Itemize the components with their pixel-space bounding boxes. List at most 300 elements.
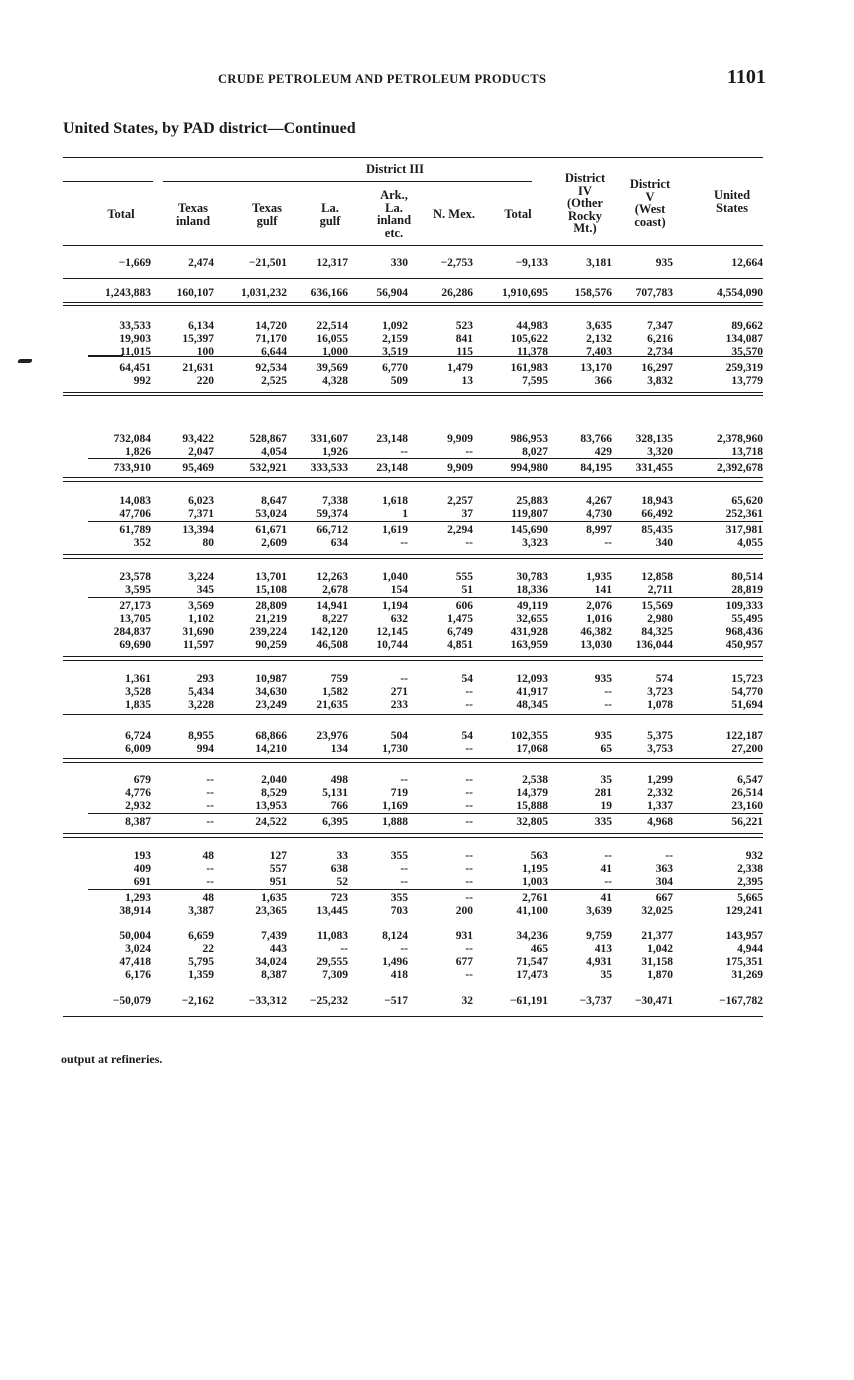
table-cell: 50,004 — [119, 930, 151, 942]
table-cell: 15,569 — [641, 600, 673, 612]
table-cell: 3,753 — [647, 743, 673, 755]
table-cell: 5,665 — [737, 892, 763, 904]
table-cell: 8,647 — [261, 495, 287, 507]
table-cell: 49,119 — [517, 600, 548, 612]
table-cell: 284,837 — [113, 626, 151, 638]
column-header-line: Texas — [251, 201, 283, 215]
table-cell: 6,176 — [125, 969, 151, 981]
table-cell: 2,538 — [522, 774, 548, 786]
table-cell: 5,131 — [322, 787, 348, 799]
table-cell: 841 — [455, 333, 473, 345]
table-cell: −2,162 — [181, 995, 214, 1007]
table-cell: 2,392,678 — [717, 462, 763, 474]
table-cell: 2,711 — [647, 584, 673, 596]
table-cell: 71,547 — [516, 956, 548, 968]
table-cell: 7,439 — [261, 930, 287, 942]
table-cell: 431,928 — [510, 626, 548, 638]
table-cell: 4,328 — [322, 375, 348, 387]
table-cell: 3,387 — [188, 905, 214, 917]
table-cell: 532,921 — [249, 462, 287, 474]
column-header-line: Rocky — [567, 208, 603, 223]
table-cell: 145,690 — [510, 524, 548, 536]
table-cell: 13,170 — [580, 362, 612, 374]
table-cell: 3,595 — [125, 584, 151, 596]
table-cell: 28,819 — [731, 584, 763, 596]
margin-rule — [88, 355, 123, 356]
table-cell: 34,024 — [255, 956, 287, 968]
table-cell: 64,451 — [119, 362, 151, 374]
table-cell: 26,286 — [441, 287, 473, 299]
table-cell: 21,631 — [182, 362, 214, 374]
table-cell: 352 — [133, 537, 151, 549]
table-cell: -- — [400, 863, 408, 875]
table-cell: 41,100 — [516, 905, 548, 917]
table-cell: 22,514 — [316, 320, 348, 332]
table-cell: 2,734 — [647, 346, 673, 358]
subtotal-rule — [88, 813, 763, 814]
table-cell: 85,435 — [641, 524, 673, 536]
table-cell: 2,609 — [261, 537, 287, 549]
table-cell: 23,976 — [316, 730, 348, 742]
table-cell: 4,055 — [737, 537, 763, 549]
table-cell: 304 — [655, 876, 673, 888]
table-cell: 26,514 — [731, 787, 763, 799]
table-cell: -- — [400, 537, 408, 549]
table-cell: 160,107 — [176, 287, 214, 299]
table-cell: 3,224 — [188, 571, 214, 583]
column-header-line: etc. — [384, 225, 404, 240]
table-cell: 6,023 — [188, 495, 214, 507]
table-cell: 10,987 — [255, 673, 287, 685]
table-cell: 66,712 — [316, 524, 348, 536]
table-cell: 281 — [594, 787, 612, 799]
table-cell: 8,387 — [125, 816, 151, 828]
table-cell: 1,337 — [647, 800, 673, 812]
table-cell: 994 — [196, 743, 214, 755]
table-cell: -- — [465, 774, 473, 786]
table-cell: 16,055 — [316, 333, 348, 345]
table-cell: 634 — [330, 537, 348, 549]
table-cell: 28,809 — [255, 600, 287, 612]
table-cell: 636,166 — [310, 287, 348, 299]
table-cell: 328,135 — [635, 433, 673, 445]
table-cell: 3,832 — [647, 375, 673, 387]
table-cell: 935 — [594, 730, 612, 742]
table-cell: 2,076 — [586, 600, 612, 612]
table-cell: 2,980 — [647, 613, 673, 625]
table-cell: -- — [465, 686, 473, 698]
table-cell: 141 — [594, 584, 612, 596]
table-cell: 33 — [336, 850, 348, 862]
table-cell: 2,132 — [586, 333, 612, 345]
table-cell: 1,000 — [322, 346, 348, 358]
table-cell: 37 — [461, 508, 473, 520]
table-cell: -- — [340, 943, 348, 955]
table-cell: 71,170 — [255, 333, 287, 345]
table-cell: 35 — [600, 774, 612, 786]
table-cell: -- — [465, 863, 473, 875]
table-cell: 1,635 — [261, 892, 287, 904]
table-cell: 509 — [390, 375, 408, 387]
table-cell: 677 — [455, 956, 473, 968]
table-cell: 3,639 — [586, 905, 612, 917]
table-cell: 6,216 — [647, 333, 673, 345]
table-cell: 13,718 — [731, 446, 763, 458]
table-cell: -- — [465, 537, 473, 549]
column-header-line: inland — [175, 213, 211, 228]
table-cell: 363 — [655, 863, 673, 875]
header-rule — [63, 181, 153, 182]
table-cell: 129,241 — [725, 905, 763, 917]
table-cell: 355 — [390, 850, 408, 862]
section-rule — [63, 660, 763, 661]
table-cell: 7,371 — [188, 508, 214, 520]
table-cell: 3,569 — [188, 600, 214, 612]
table-cell: 931 — [455, 930, 473, 942]
table-cell: 465 — [530, 943, 548, 955]
table-cell: 31,269 — [731, 969, 763, 981]
table-cell: 968,436 — [725, 626, 763, 638]
table-cell: 1,031,232 — [241, 287, 287, 299]
table-cell: 41 — [600, 892, 612, 904]
table-cell: -- — [604, 850, 612, 862]
table-cell: 115 — [456, 346, 473, 358]
table-cell: −9,133 — [515, 257, 548, 269]
section-rule — [63, 302, 763, 303]
table-cell: 102,355 — [510, 730, 548, 742]
table-cell: 19,903 — [119, 333, 151, 345]
table-cell: 13,701 — [255, 571, 287, 583]
table-cell: 994,980 — [510, 462, 548, 474]
table-cell: 32,025 — [641, 905, 673, 917]
table-cell: 136,044 — [635, 639, 673, 651]
table-cell: 1,243,883 — [105, 287, 151, 299]
table-cell: 13,953 — [255, 800, 287, 812]
column-header-line: District — [564, 171, 606, 185]
subtotal-rule — [88, 597, 763, 598]
table-cell: 47,418 — [119, 956, 151, 968]
table-cell: -- — [604, 876, 612, 888]
column-header-line: V — [645, 189, 655, 204]
table-cell: 30,783 — [516, 571, 548, 583]
table-cell: 1,299 — [647, 774, 673, 786]
section-rule — [63, 477, 763, 478]
table-cell: 1,926 — [322, 446, 348, 458]
table-cell: 12,664 — [731, 257, 763, 269]
table-cell: 574 — [655, 673, 673, 685]
table-cell: 409 — [133, 863, 151, 875]
table-cell: 2,761 — [522, 892, 548, 904]
table-cell: 161,983 — [510, 362, 548, 374]
table-cell: 89,662 — [731, 320, 763, 332]
table-cell: 11,015 — [120, 346, 151, 358]
table-cell: 3,024 — [125, 943, 151, 955]
table-cell: 11,083 — [317, 930, 348, 942]
section-rule — [63, 392, 763, 393]
table-cell: 109,333 — [725, 600, 763, 612]
table-cell: 17,473 — [516, 969, 548, 981]
table-cell: 2,525 — [261, 375, 287, 387]
table-cell: 56,221 — [731, 816, 763, 828]
table-cell: 935 — [655, 257, 673, 269]
table-cell: 1,618 — [382, 495, 408, 507]
table-cell: 271 — [390, 686, 408, 698]
table-cell: 22 — [202, 943, 214, 955]
section-rule — [63, 305, 763, 306]
table-cell: 3,528 — [125, 686, 151, 698]
table-cell: −25,232 — [309, 995, 348, 1007]
table-cell: 3,228 — [188, 699, 214, 711]
table-cell: 142,120 — [310, 626, 348, 638]
table-cell: -- — [400, 943, 408, 955]
table-cell: -- — [206, 816, 214, 828]
table-cell: 345 — [196, 584, 214, 596]
table-cell: 13 — [461, 375, 473, 387]
table-cell: 1,359 — [188, 969, 214, 981]
table-cell: 1,619 — [382, 524, 408, 536]
header-bottom-rule — [63, 245, 763, 246]
table-cell: 557 — [269, 863, 287, 875]
column-header-line: Mt.) — [573, 221, 597, 235]
column-header-line: Total — [504, 207, 532, 221]
table-cell: 1,195 — [522, 863, 548, 875]
table-cell: 1,826 — [125, 446, 151, 458]
table-cell: 3,181 — [586, 257, 612, 269]
table-cell: 61,671 — [255, 524, 287, 536]
table-cell: 707,783 — [635, 287, 673, 299]
table-cell: 6,659 — [188, 930, 214, 942]
table-cell: 38,914 — [119, 905, 151, 917]
table-cell: 32,805 — [516, 816, 548, 828]
table-cell: 2,047 — [188, 446, 214, 458]
table-cell: 679 — [133, 774, 151, 786]
table-cell: -- — [400, 876, 408, 888]
table-cell: 259,319 — [725, 362, 763, 374]
table-cell: 12,145 — [376, 626, 408, 638]
table-cell: 175,351 — [725, 956, 763, 968]
table-cell: 3,723 — [647, 686, 673, 698]
table-cell: 3,635 — [586, 320, 612, 332]
table-cell: 158,576 — [574, 287, 612, 299]
table-cell: 13,030 — [580, 639, 612, 651]
table-cell: -- — [465, 446, 473, 458]
table-cell: 48 — [202, 850, 214, 862]
table-cell: 932 — [745, 850, 763, 862]
table-cell: 331,607 — [310, 433, 348, 445]
table-cell: −517 — [384, 995, 408, 1007]
table-cell: 31,158 — [641, 956, 673, 968]
table-cell: -- — [604, 686, 612, 698]
table-cell: 95,469 — [182, 462, 214, 474]
table-cell: -- — [465, 850, 473, 862]
table-cell: 18,943 — [641, 495, 673, 507]
table-cell: 1,194 — [382, 600, 408, 612]
table-cell: 7,309 — [322, 969, 348, 981]
table-cell: 7,403 — [586, 346, 612, 358]
table-cell: 239,224 — [249, 626, 287, 638]
column-header-line: District — [629, 177, 671, 191]
table-cell: 6,395 — [322, 816, 348, 828]
table-cell: 31,690 — [182, 626, 214, 638]
table-cell: 35,570 — [731, 346, 763, 358]
column-header-line: La. — [385, 200, 403, 215]
column-header-line: inland — [376, 213, 412, 227]
table-cell: −167,782 — [719, 995, 763, 1007]
column-header-line: coast) — [634, 214, 666, 229]
table-cell: 1,730 — [382, 743, 408, 755]
table-cell: 9,759 — [586, 930, 612, 942]
table-cell: -- — [400, 774, 408, 786]
column-header-line: (West — [634, 202, 666, 216]
table-cell: 719 — [390, 787, 408, 799]
table-cell: 33,533 — [119, 320, 151, 332]
table-cell: 122,187 — [725, 730, 763, 742]
table-cell: 4,851 — [447, 639, 473, 651]
table-cell: 69,690 — [119, 639, 151, 651]
table-cell: 2,294 — [447, 524, 473, 536]
table-cell: 55,495 — [731, 613, 763, 625]
table-cell: 14,210 — [255, 743, 287, 755]
table-cell: 44,983 — [516, 320, 548, 332]
table-cell: -- — [465, 892, 473, 904]
table-cell: −50,079 — [112, 995, 151, 1007]
table-cell: 2,474 — [188, 257, 214, 269]
table-cell: 46,508 — [316, 639, 348, 651]
table-cell: 13,394 — [182, 524, 214, 536]
table-cell: 9,909 — [447, 462, 473, 474]
table-cell: -- — [206, 863, 214, 875]
table-cell: 134 — [330, 743, 348, 755]
table-cell: 563 — [530, 850, 548, 862]
table-cell: 429 — [594, 446, 612, 458]
table-cell: 53,024 — [255, 508, 287, 520]
table-cell: 4,944 — [737, 943, 763, 955]
section-rule — [63, 762, 763, 763]
column-header-line: gulf — [319, 213, 341, 228]
table-cell: 14,083 — [119, 495, 151, 507]
table-cell: 154 — [390, 584, 408, 596]
table-cell: 13,445 — [316, 905, 348, 917]
page-title: United States, by PAD district—Continued — [63, 120, 356, 137]
table-cell: 4,968 — [647, 816, 673, 828]
table-cell: 13,705 — [119, 613, 151, 625]
subtotal-rule — [88, 889, 763, 890]
table-cell: 3,519 — [382, 346, 408, 358]
table-cell: 1,040 — [382, 571, 408, 583]
table-cell: -- — [206, 800, 214, 812]
table-cell: 3,320 — [647, 446, 673, 458]
table-cell: 14,379 — [516, 787, 548, 799]
table-cell: 32,655 — [516, 613, 548, 625]
table-cell: 1,003 — [522, 876, 548, 888]
table-cell: -- — [206, 774, 214, 786]
table-cell: 443 — [269, 943, 287, 955]
table-cell: 68,866 — [255, 730, 287, 742]
table-cell: -- — [206, 787, 214, 799]
table-cell: 15,723 — [731, 673, 763, 685]
column-header-line: United — [713, 188, 751, 202]
table-cell: 29,555 — [316, 956, 348, 968]
table-cell: −21,501 — [248, 257, 287, 269]
table-cell: −61,191 — [509, 995, 548, 1007]
table-cell: 84,325 — [641, 626, 673, 638]
table-cell: 331,455 — [635, 462, 673, 474]
table-cell: 4,054 — [261, 446, 287, 458]
table-cell: 691 — [133, 876, 151, 888]
column-header — [692, 189, 772, 214]
table-cell: 703 — [390, 905, 408, 917]
running-title: CRUDE PETROLEUM AND PETROLEUM PRODUCTS — [218, 72, 547, 86]
table-cell: 56,904 — [376, 287, 408, 299]
table-cell: 1,169 — [382, 800, 408, 812]
table-cell: 47,706 — [119, 508, 151, 520]
table-cell: 41,917 — [516, 686, 548, 698]
table-cell: 4,554,090 — [717, 287, 763, 299]
table-cell: 1,475 — [447, 613, 473, 625]
table-cell: 1,888 — [382, 816, 408, 828]
table-cell: 15,888 — [516, 800, 548, 812]
table-cell: -- — [465, 969, 473, 981]
table-cell: 6,134 — [188, 320, 214, 332]
table-cell: 19 — [600, 800, 612, 812]
table-cell: −3,737 — [579, 995, 612, 1007]
section-rule — [63, 833, 763, 834]
table-cell: 606 — [455, 600, 473, 612]
table-cell: 59,374 — [316, 508, 348, 520]
column-header-line: Ark., — [380, 188, 408, 202]
table-cell: 8,227 — [322, 613, 348, 625]
table-cell: 21,377 — [641, 930, 673, 942]
table-cell: 951 — [269, 876, 287, 888]
table-cell: 25,883 — [516, 495, 548, 507]
table-cell: -- — [465, 943, 473, 955]
table-cell: 2,338 — [737, 863, 763, 875]
table-cell: 333,533 — [310, 462, 348, 474]
table-cell: 986,953 — [510, 433, 548, 445]
table-cell: 335 — [594, 816, 612, 828]
table-cell: 48 — [202, 892, 214, 904]
table-cell: 12,858 — [641, 571, 673, 583]
table-cell: 65 — [600, 743, 612, 755]
column-header — [610, 178, 690, 228]
table-cell: 504 — [390, 730, 408, 742]
table-cell: 1,870 — [647, 969, 673, 981]
table-cell: 7,347 — [647, 320, 673, 332]
table-cell: -- — [665, 850, 673, 862]
table-cell: 1,496 — [382, 956, 408, 968]
table-cell: 1,102 — [188, 613, 214, 625]
table-cell: 14,720 — [255, 320, 287, 332]
table-cell: 528,867 — [249, 433, 287, 445]
table-cell: -- — [465, 787, 473, 799]
section-rule — [63, 481, 763, 482]
table-cell: 2,332 — [647, 787, 673, 799]
table-cell: 83,766 — [580, 433, 612, 445]
table-cell: 80,514 — [731, 571, 763, 583]
section-rule — [63, 837, 763, 838]
table-cell: 523 — [455, 320, 473, 332]
table-cell: 8,027 — [522, 446, 548, 458]
table-cell: 1,835 — [125, 699, 151, 711]
table-cell: 7,595 — [522, 375, 548, 387]
table-cell: 8,955 — [188, 730, 214, 742]
table-cell: 935 — [594, 673, 612, 685]
table-cell: 723 — [330, 892, 348, 904]
district-iii-rule — [163, 181, 532, 182]
table-cell: 34,236 — [516, 930, 548, 942]
section-rule — [63, 554, 763, 555]
table-cell: 252,361 — [725, 508, 763, 520]
